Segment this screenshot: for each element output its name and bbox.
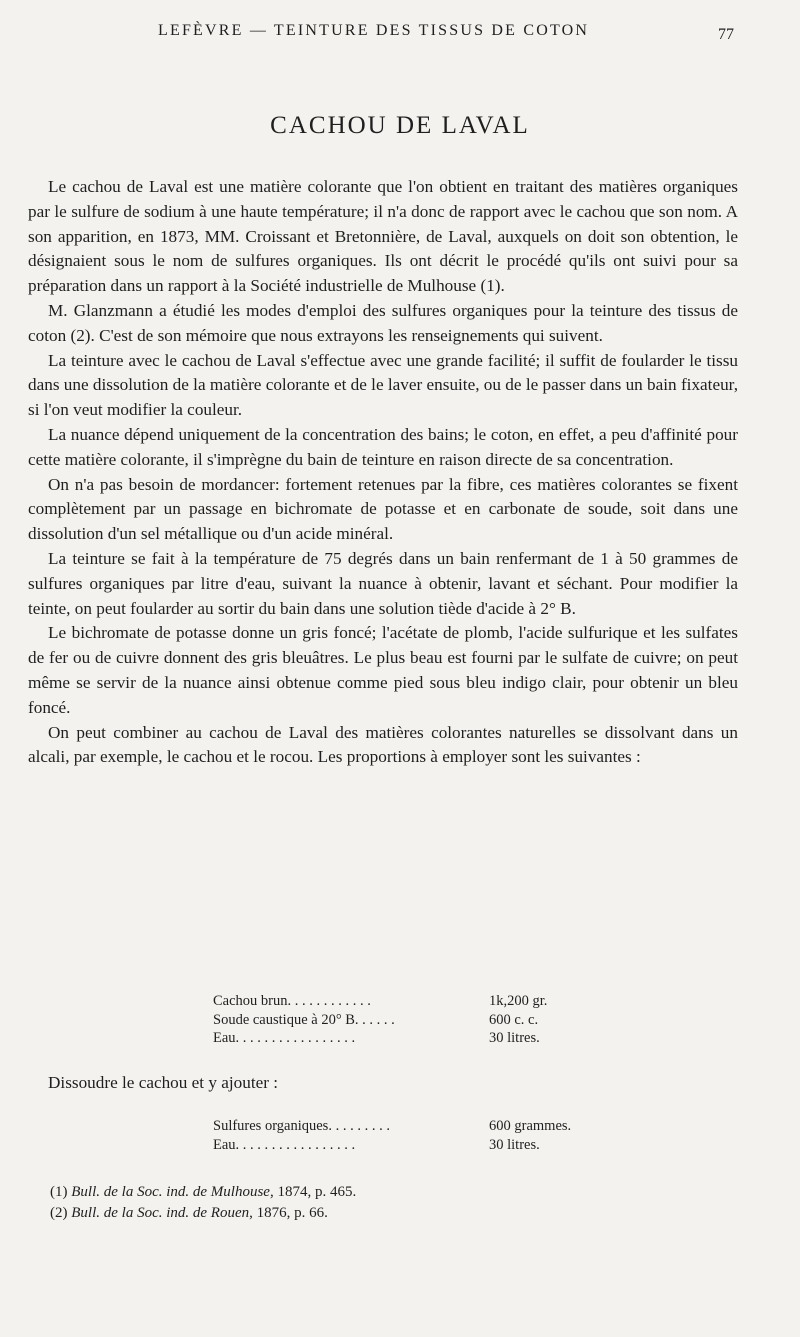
- footnote-source: Bull. de la Soc. ind. de Mulhouse: [71, 1184, 270, 1200]
- recipe-ingredient: Soude caustique à 20° B. . . . . .: [213, 1011, 395, 1028]
- footnote-details: , 1874, p. 465.: [269, 1184, 357, 1200]
- running-header: [0, 22, 800, 46]
- paragraph: On n'a pas besoin de mordancer: fortement retenues par la fibre, ces matières colorantes se fixent complètement par un passage en bichromate de potasse et en carbonate de soude, soit dans une dissolution d'un sel métallique ou d'un acide minéral.: [28, 474, 738, 544]
- recipe-ingredient: Cachou brun. . . . . . . . . . . .: [213, 993, 371, 1009]
- paragraph: La teinture avec le cachou de Laval s'effectue avec une grande facilité; il suffit de foularder le tissu dans une dissolution de la matière colorante et de le laver ensuite, ou de le passer dans un bain fixateur, si l'on veut modifier la couleur.: [28, 350, 738, 420]
- recipe-ingredient: Eau. . . . . . . . . . . . . . . . .: [213, 1136, 356, 1153]
- paragraph: La nuance dépend uniquement de la concentration des bains; le coton, en effet, a peu d'affinité pour cette matière colorante, il s'imprègne du bain de teinture en raison directe de sa concentration.: [28, 424, 738, 469]
- recipe-ingredient: Sulfures organiques. . . . . . . . .: [213, 1118, 390, 1134]
- instruction-line: Dissoudre le cachou et y ajouter :: [48, 1073, 279, 1092]
- recipe-table-1: [213, 992, 613, 1048]
- body-text: [28, 175, 738, 770]
- paragraph: Le cachou de Laval est une matière colorante que l'on obtient en traitant des matières organiques par le sulfure de sodium à une haute température; il n'a donc de rapport avec le cachou que son nom. A son apparition, en 1873, MM. Croissant et Bretonnière, de Laval, auxquels on doit son obtention, le désignaient sous le nom de sulfures organiques. Ils ont décrit le procédé qu'ils ont suivi pour sa préparation dans un rapport à la Société industrielle de Mulhouse (1).: [28, 177, 738, 296]
- running-title: LEFÈVRE — TEINTURE DES TISSUS DE COTON: [158, 22, 590, 39]
- paragraph: On peut combiner au cachou de Laval des matières colorantes naturelles se dissolvant dans un alcali, par exemple, le cachou et le rocou. Les proportions à employer sont les suivantes :: [28, 722, 738, 767]
- footnote: [50, 1182, 356, 1203]
- recipe-quantity: 600 c. c.: [489, 1011, 539, 1028]
- recipe-ingredient: Eau. . . . . . . . . . . . . . . . .: [213, 1030, 356, 1046]
- recipe-quantity: 1k,200 gr.: [489, 993, 548, 1009]
- recipe-row: [213, 1117, 613, 1136]
- recipe-quantity: 30 litres.: [489, 1030, 540, 1046]
- footnote-mark: (1): [50, 1184, 68, 1200]
- paragraph: La teinture se fait à la température de 75 degrés dans un bain renfermant de 1 à 50 grammes de sulfures organiques par litre d'eau, suivant la nuance à obtenir, lavant et séchant. Pour modifier la teinte, on peut foularder au sortir du bain dans une solution tiède d'acide à 2° B.: [28, 548, 738, 618]
- recipe-quantity: 600 grammes.: [489, 1118, 572, 1134]
- footnote-details: , 1876, p. 66.: [249, 1205, 328, 1221]
- paragraph: M. Glanzmann a étudié les modes d'emploi des sulfures organiques pour la teinture des tissus de coton (2). C'est de son mémoire que nous extrayons les renseignements qui suivent.: [28, 300, 738, 345]
- recipe-row: [213, 1029, 613, 1048]
- section-title: CACHOU DE LAVAL: [270, 112, 530, 139]
- footnotes: [50, 1182, 356, 1224]
- recipe-quantity: 30 litres.: [489, 1136, 540, 1153]
- footnote: [50, 1203, 356, 1224]
- recipe-row: [213, 992, 613, 1011]
- recipe-row: [213, 1136, 613, 1155]
- footnote-source: Bull. de la Soc. ind. de Rouen: [71, 1205, 250, 1221]
- page-number: 77: [718, 26, 734, 43]
- recipe-table-2: [213, 1117, 613, 1154]
- recipe-row: [213, 1011, 613, 1030]
- paragraph: Le bichromate de potasse donne un gris foncé; l'acétate de plomb, l'acide sulfurique et les sulfates de fer ou de cuivre donnent des gris bleuâtres. Le plus beau est fourni par le sulfate de cuivre; on peut même se servir de la nuance ainsi obtenue comme pied sous bleu indigo clair, pour obtenir un bleu foncé.: [28, 623, 738, 717]
- footnote-mark: (2): [50, 1205, 68, 1221]
